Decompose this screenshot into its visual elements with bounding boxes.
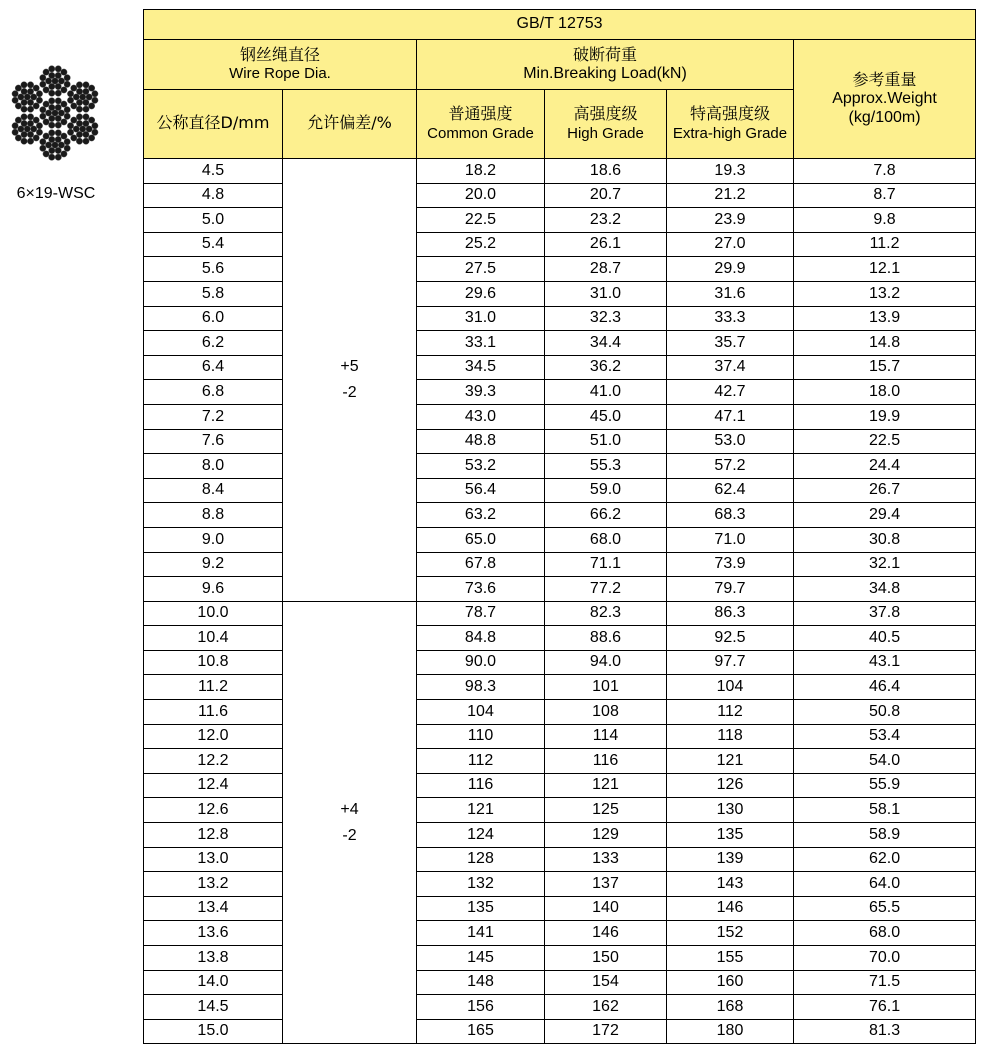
table-row [144,527,976,552]
nominal-dia-cell: 8.8 [144,503,283,528]
table-row [144,331,976,356]
extra-high-grade-cell: 19.3 [667,159,794,184]
table-row [144,380,976,405]
nominal-dia-cell: 6.0 [144,306,283,331]
high-grade-cell: 41.0 [545,380,667,405]
nominal-dia-cell: 13.0 [144,847,283,872]
table-row [144,478,976,503]
approx-weight-cell: 68.0 [794,921,976,946]
high-grade-cell: 137 [545,872,667,897]
common-grade-cell: 65.0 [417,527,545,552]
common-grade-cell: 148 [417,970,545,995]
approx-weight-cell: 70.0 [794,946,976,971]
nominal-dia-cell: 8.0 [144,454,283,479]
nominal-dia-cell: 12.8 [144,823,283,848]
approx-weight-cell: 58.9 [794,823,976,848]
high-grade-cell: 133 [545,847,667,872]
table-row [144,257,976,282]
common-grade-cell: 110 [417,724,545,749]
extra-high-grade-cell: 79.7 [667,577,794,602]
tolerance-cell [283,601,417,1044]
high-grade-cell: 26.1 [545,232,667,257]
high-grade-cell: 114 [545,724,667,749]
common-grade-cell: 53.2 [417,454,545,479]
high-grade-cell: 116 [545,749,667,774]
approx-weight-cell: 8.7 [794,183,976,208]
extra-high-grade-cell: 104 [667,675,794,700]
tolerance-upper: +4 [340,800,359,818]
common-grade-cell: 165 [417,1019,545,1044]
common-grade-cell: 90.0 [417,650,545,675]
extra-high-grade-cell: 73.9 [667,552,794,577]
high-grade-cell: 36.2 [545,355,667,380]
table-row [144,650,976,675]
extra-high-grade-cell: 146 [667,896,794,921]
nominal-dia-cell: 4.5 [144,159,283,184]
high-grade-cell: 20.7 [545,183,667,208]
high-grade-cell: 150 [545,946,667,971]
high-grade-en: High Grade [567,124,644,142]
nominal-dia-cell: 12.0 [144,724,283,749]
extra-high-grade-cell: 168 [667,995,794,1020]
common-grade-cell: 78.7 [417,601,545,626]
extra-high-grade-cell: 92.5 [667,626,794,651]
spec-table-body [144,159,976,1044]
wire-rope-dia-header [144,40,417,90]
extra-high-grade-cell: 130 [667,798,794,823]
approx-weight-cell: 55.9 [794,773,976,798]
extra-high-grade-cell: 135 [667,823,794,848]
table-row [144,1019,976,1044]
approx-weight-cell: 62.0 [794,847,976,872]
extra-high-grade-cell: 126 [667,773,794,798]
common-grade-cell: 145 [417,946,545,971]
approx-weight-cell: 12.1 [794,257,976,282]
high-grade-cell: 18.6 [545,159,667,184]
extra-high-grade-cell: 42.7 [667,380,794,405]
approx-weight-cell: 24.4 [794,454,976,479]
extra-high-grade-cell: 152 [667,921,794,946]
approx-weight-cell: 13.9 [794,306,976,331]
nominal-dia-cell: 9.2 [144,552,283,577]
nominal-dia-cell: 5.6 [144,257,283,282]
common-grade-zh: 普通强度 [448,104,513,124]
extra-high-grade-en: Extra-high Grade [672,124,788,142]
nominal-dia-cell: 5.4 [144,232,283,257]
extra-high-grade-cell: 139 [667,847,794,872]
table-row [144,773,976,798]
table-row [144,921,976,946]
table-row [144,749,976,774]
approx-weight-cell: 76.1 [794,995,976,1020]
approx-weight-cell: 64.0 [794,872,976,897]
high-grade-zh: 高强度级 [573,104,638,124]
weight-zh: 参考重量 [852,69,917,89]
high-grade-cell: 94.0 [545,650,667,675]
extra-high-grade-cell: 180 [667,1019,794,1044]
approx-weight-cell: 13.2 [794,281,976,306]
breaking-load-header [417,40,794,90]
nominal-dia-cell: 9.0 [144,527,283,552]
tolerance-lower: -2 [342,826,357,844]
table-row [144,896,976,921]
extra-high-grade-cell: 68.3 [667,503,794,528]
extra-high-grade-cell: 29.9 [667,257,794,282]
common-grade-cell: 39.3 [417,380,545,405]
nominal-dia-cell: 11.6 [144,700,283,725]
common-grade-cell: 29.6 [417,281,545,306]
table-row [144,823,976,848]
approx-weight-cell: 15.7 [794,355,976,380]
nominal-dia-cell: 7.6 [144,429,283,454]
wire-rope-spec-table [143,9,976,1044]
extra-high-grade-zh: 特高强度级 [689,104,770,124]
tolerance-upper: +5 [340,358,359,376]
common-grade-cell: 67.8 [417,552,545,577]
common-grade-cell: 22.5 [417,208,545,233]
nominal-dia-cell: 12.6 [144,798,283,823]
high-grade-cell: 66.2 [545,503,667,528]
nominal-dia-cell: 7.2 [144,404,283,429]
high-grade-cell: 28.7 [545,257,667,282]
common-grade-cell: 104 [417,700,545,725]
common-grade-cell: 48.8 [417,429,545,454]
nominal-dia-cell: 14.0 [144,970,283,995]
approx-weight-cell: 14.8 [794,331,976,356]
high-grade-cell: 125 [545,798,667,823]
extra-high-grade-cell: 71.0 [667,527,794,552]
table-row [144,872,976,897]
common-grade-cell: 73.6 [417,577,545,602]
high-grade-cell: 23.2 [545,208,667,233]
table-row [144,503,976,528]
common-grade-cell: 124 [417,823,545,848]
common-grade-cell: 156 [417,995,545,1020]
nominal-dia-cell: 6.8 [144,380,283,405]
rope-type-label: 6×19-WSC [16,185,96,202]
high-grade-cell: 172 [545,1019,667,1044]
common-grade-cell: 43.0 [417,404,545,429]
common-grade-en: Common Grade [427,124,534,142]
approx-weight-cell: 46.4 [794,675,976,700]
common-grade-cell: 98.3 [417,675,545,700]
high-grade-cell: 154 [545,970,667,995]
table-row [144,552,976,577]
high-grade-cell: 82.3 [545,601,667,626]
extra-high-grade-cell: 35.7 [667,331,794,356]
table-row [144,159,976,184]
approx-weight-header [794,40,976,159]
approx-weight-cell: 40.5 [794,626,976,651]
table-row [144,577,976,602]
common-grade-cell: 132 [417,872,545,897]
extra-high-grade-cell: 97.7 [667,650,794,675]
high-grade-cell: 34.4 [545,331,667,356]
nominal-dia-cell: 6.2 [144,331,283,356]
extra-high-grade-cell: 27.0 [667,232,794,257]
high-grade-cell: 55.3 [545,454,667,479]
approx-weight-cell: 30.8 [794,527,976,552]
tolerance-lower: -2 [342,383,357,401]
nominal-dia-cell: 5.0 [144,208,283,233]
high-grade-header [545,90,667,159]
table-row [144,700,976,725]
nominal-dia-cell: 11.2 [144,675,283,700]
approx-weight-cell: 19.9 [794,404,976,429]
extra-high-grade-cell: 62.4 [667,478,794,503]
high-grade-cell: 51.0 [545,429,667,454]
high-grade-cell: 45.0 [545,404,667,429]
common-grade-cell: 135 [417,896,545,921]
nominal-dia-label: 公称直径D/mm [156,113,270,133]
table-row [144,847,976,872]
table-row [144,306,976,331]
approx-weight-cell: 58.1 [794,798,976,823]
high-grade-cell: 88.6 [545,626,667,651]
nominal-dia-header [144,90,283,159]
extra-high-grade-cell: 121 [667,749,794,774]
table-row [144,995,976,1020]
common-grade-cell: 31.0 [417,306,545,331]
high-grade-cell: 146 [545,921,667,946]
approx-weight-cell: 22.5 [794,429,976,454]
table-row [144,183,976,208]
approx-weight-cell: 43.1 [794,650,976,675]
extra-high-grade-cell: 118 [667,724,794,749]
dia-group-en: Wire Rope Dia. [229,65,331,82]
extra-high-grade-cell: 53.0 [667,429,794,454]
extra-high-grade-cell: 37.4 [667,355,794,380]
nominal-dia-cell: 10.0 [144,601,283,626]
common-grade-cell: 112 [417,749,545,774]
nominal-dia-cell: 15.0 [144,1019,283,1044]
tolerance-label: 允许偏差/% [307,113,392,133]
common-grade-cell: 33.1 [417,331,545,356]
extra-high-grade-cell: 160 [667,970,794,995]
nominal-dia-cell: 13.6 [144,921,283,946]
nominal-dia-cell: 13.8 [144,946,283,971]
nominal-dia-cell: 12.4 [144,773,283,798]
approx-weight-cell: 53.4 [794,724,976,749]
high-grade-cell: 77.2 [545,577,667,602]
common-grade-cell: 63.2 [417,503,545,528]
table-row [144,454,976,479]
approx-weight-cell: 71.5 [794,970,976,995]
common-grade-header [417,90,545,159]
high-grade-cell: 68.0 [545,527,667,552]
extra-high-grade-cell: 112 [667,700,794,725]
approx-weight-cell: 81.3 [794,1019,976,1044]
table-row [144,724,976,749]
high-grade-cell: 108 [545,700,667,725]
common-grade-cell: 121 [417,798,545,823]
tolerance-header [283,90,417,159]
load-group-en: Min.Breaking Load(kN) [523,65,687,82]
common-grade-cell: 18.2 [417,159,545,184]
high-grade-cell: 140 [545,896,667,921]
common-grade-cell: 116 [417,773,545,798]
load-group-zh: 破断荷重 [572,44,637,64]
weight-en-1: Approx.Weight [832,90,937,108]
weight-en-2: (kg/100m) [848,108,921,126]
nominal-dia-cell: 10.8 [144,650,283,675]
tolerance-cell [283,159,417,602]
common-grade-cell: 56.4 [417,478,545,503]
extra-high-grade-cell: 21.2 [667,183,794,208]
table-row [144,232,976,257]
approx-weight-cell: 34.8 [794,577,976,602]
table-row [144,601,976,626]
approx-weight-cell: 18.0 [794,380,976,405]
table-row [144,946,976,971]
nominal-dia-cell: 10.4 [144,626,283,651]
table-row [144,675,976,700]
nominal-dia-cell: 13.4 [144,896,283,921]
table-row [144,355,976,380]
approx-weight-cell: 26.7 [794,478,976,503]
approx-weight-cell: 54.0 [794,749,976,774]
extra-high-grade-cell: 31.6 [667,281,794,306]
dia-group-zh: 钢丝绳直径 [239,44,320,64]
table-row [144,429,976,454]
approx-weight-cell: 11.2 [794,232,976,257]
common-grade-cell: 128 [417,847,545,872]
common-grade-cell: 27.5 [417,257,545,282]
extra-high-grade-cell: 155 [667,946,794,971]
high-grade-cell: 59.0 [545,478,667,503]
wire-rope-cross-section-icon [4,58,106,168]
high-grade-cell: 129 [545,823,667,848]
approx-weight-cell: 65.5 [794,896,976,921]
common-grade-cell: 20.0 [417,183,545,208]
common-grade-cell: 25.2 [417,232,545,257]
table-row [144,404,976,429]
extra-high-grade-cell: 86.3 [667,601,794,626]
common-grade-cell: 34.5 [417,355,545,380]
high-grade-cell: 162 [545,995,667,1020]
table-row [144,626,976,651]
nominal-dia-cell: 13.2 [144,872,283,897]
high-grade-cell: 32.3 [545,306,667,331]
approx-weight-cell: 37.8 [794,601,976,626]
approx-weight-cell: 50.8 [794,700,976,725]
extra-high-grade-cell: 57.2 [667,454,794,479]
nominal-dia-cell: 4.8 [144,183,283,208]
nominal-dia-cell: 9.6 [144,577,283,602]
nominal-dia-cell: 12.2 [144,749,283,774]
extra-high-grade-cell: 143 [667,872,794,897]
high-grade-cell: 71.1 [545,552,667,577]
common-grade-cell: 84.8 [417,626,545,651]
extra-high-grade-cell: 47.1 [667,404,794,429]
approx-weight-cell: 7.8 [794,159,976,184]
nominal-dia-cell: 5.8 [144,281,283,306]
table-row [144,281,976,306]
approx-weight-cell: 32.1 [794,552,976,577]
high-grade-cell: 31.0 [545,281,667,306]
approx-weight-cell: 29.4 [794,503,976,528]
table-row [144,798,976,823]
high-grade-cell: 121 [545,773,667,798]
extra-high-grade-header [667,90,794,159]
extra-high-grade-cell: 23.9 [667,208,794,233]
nominal-dia-cell: 8.4 [144,478,283,503]
common-grade-cell: 141 [417,921,545,946]
table-row [144,208,976,233]
high-grade-cell: 101 [545,675,667,700]
nominal-dia-cell: 14.5 [144,995,283,1020]
standard-title: GB/T 12753 [144,10,976,40]
table-row [144,970,976,995]
approx-weight-cell: 9.8 [794,208,976,233]
nominal-dia-cell: 6.4 [144,355,283,380]
extra-high-grade-cell: 33.3 [667,306,794,331]
